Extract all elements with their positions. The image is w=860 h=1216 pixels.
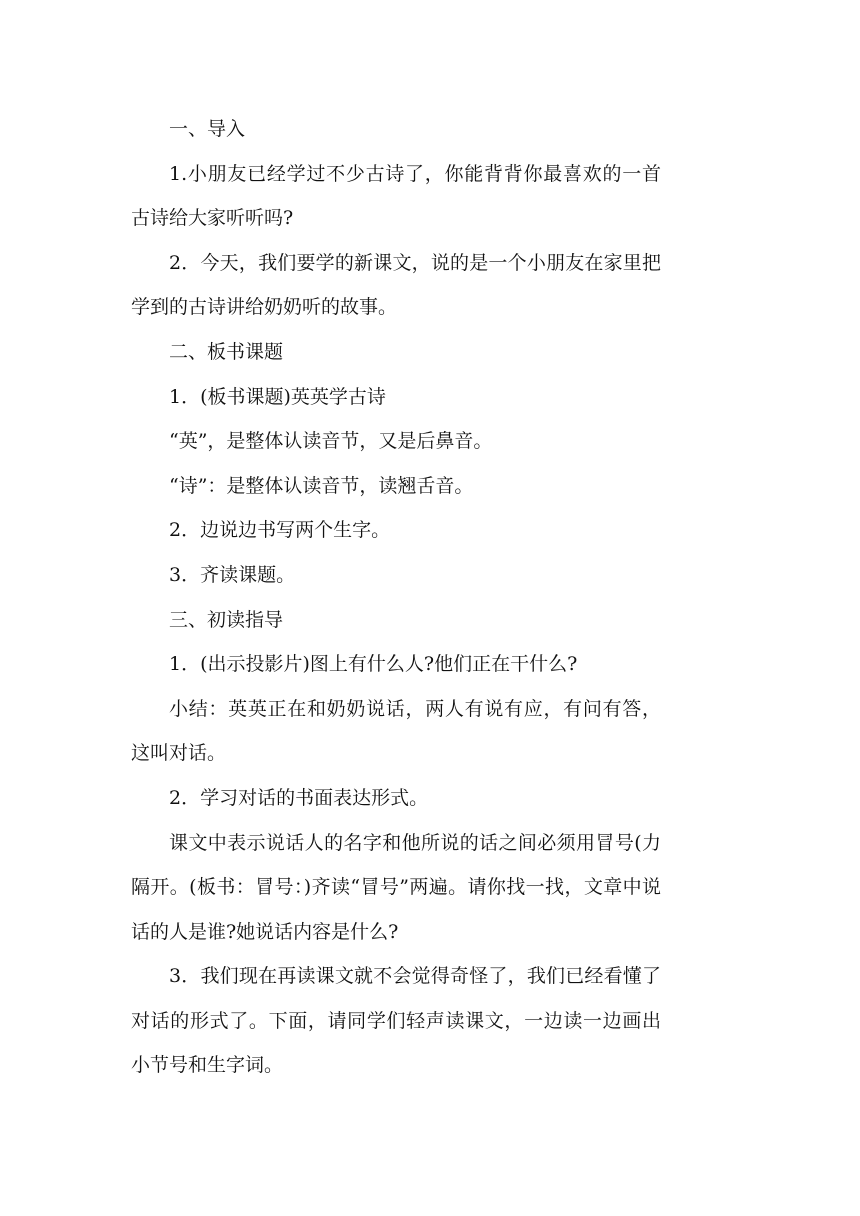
paragraph: 2．边说边书写两个生字。 — [169, 519, 391, 542]
document-body — [131, 107, 661, 1088]
paragraph: 1．(板书课题)英英学古诗 — [169, 385, 386, 408]
paragraph: 1.小朋友已经学过不少古诗了，你能背背你最喜欢的一首古诗给大家听听吗? — [131, 162, 661, 230]
section-heading-title: 二、板书课题 — [169, 340, 284, 363]
paragraph: “诗”：是整体认读音节，读翘舌音。 — [169, 474, 474, 497]
paragraph: 3．齐读课题。 — [169, 563, 296, 586]
section-heading-intro: 一、导入 — [169, 118, 246, 140]
paragraph: 2．今天，我们要学的新课文，说的是一个小朋友在家里把学到的古诗讲给奶奶听的故事。 — [131, 251, 661, 319]
section-heading-reading: 三、初读指导 — [169, 608, 284, 631]
paragraph: 2．学习对话的书面表达形式。 — [169, 786, 429, 809]
paragraph: 小结：英英正在和奶奶说话，两人有说有应，有问有答，这叫对话。 — [131, 697, 661, 765]
paragraph: 课文中表示说话人的名字和他所说的话之间必须用冒号(力隔开。(板书：冒号：)齐读“冒号”两遍。请你找一找，文章中说话的人是谁?她说话内容是什么? — [131, 831, 661, 943]
paragraph: “英”，是整体认读音节，又是后鼻音。 — [169, 430, 493, 453]
paragraph: 3．我们现在再读课文就不会觉得奇怪了，我们已经看懂了对话的形式了。下面，请同学们轻声读课文，一边读一边画出小节号和生字词。 — [131, 965, 661, 1077]
paragraph: 1．(出示投影片)图上有什么人?他们正在干什么? — [169, 653, 578, 676]
